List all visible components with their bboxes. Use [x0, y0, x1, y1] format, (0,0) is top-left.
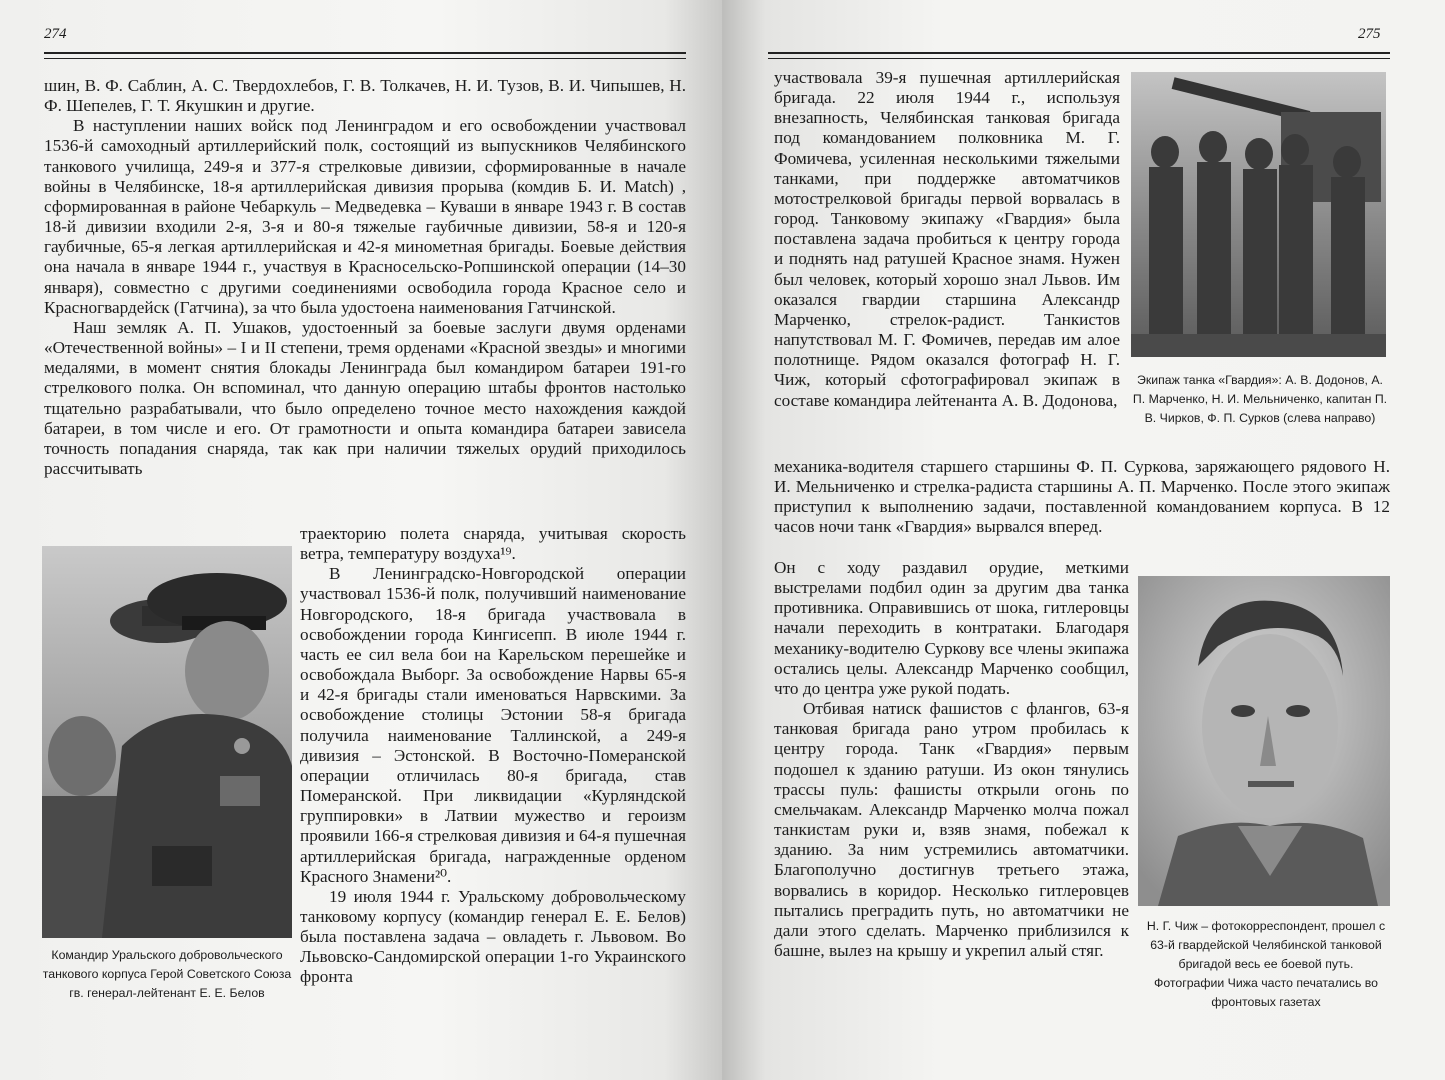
left-text-side: [300, 524, 686, 988]
paragraph: механика-водителя старшего старшины Ф. П. Суркова, заряжающего рядового Н. И. Мельниченко и стрелка-радиста старшины А. П. Марченко. После этого экипаж приступил к выполнению задачи, поставленной командованием корпуса. В 12 часов ночи танк «Гвардия» вырвался вперед.: [774, 457, 1390, 537]
paragraph: В наступлении наших войск под Ленинградом и его освобождении участвовал 1536-й самоходный артиллерийский полк, состоящий из выпускников Челябинского танкового училища, 249-я и 377-я стрелковые дивизии, сформированные в начале войны в Челябинске, 18-я артиллерийская дивизия прорыва (комдив Б. И. Match) , сформированная в районе Чебаркуль – Медведевка – Куваши в январе 1943 г. В состав 18-й дивизии входили 2-я, 3-я и 80-я тяжелые гаубичные дивизии, 58-я и 120-я гаубичные, 65-я легкая артиллерийская и 42-я минометная бригады. Боевые действия она начала в январе 1944 г., участвуя в Красносельско-Ропшинской операции (14–30 января), совместно с другими соединениями освободила города Красное село и Красногвардейск (Гатчина), за что была удостоена наименования Гатчинской.: [44, 116, 686, 317]
page-number-left: 274: [44, 26, 67, 42]
photo-tank-crew: [1131, 72, 1386, 357]
left-text-top: [44, 76, 686, 479]
paragraph: В Ленинградско-Новгородской операции участвовал 1536-й полк, получивший наименование Новгородского, 18-я бригада участвовала в освобождении города Кингисепп. В июле 1944 г. часть ее сил вела бои на Карельском перешейке и освобождала Выборг. За освобождение Нарвы 65-я и 42-я бригады стали именоваться Нарвскими. За освобождение столицы Эстонии 58-я бригада получила наименование Таллинской, а 249-я дивизия – Эстонской. В Восточно-Померанской операции отличилась 80-я бригада, став Померанской. При ликвидации «Курляндской группировки» в Латвии мужество и героизм проявили 166-я стрелковая дивизия и 64-я пушечная артиллерийская бригада, награжденные орденом Красного Знамени²⁰.: [300, 564, 686, 886]
page-number-right: 275: [1358, 26, 1381, 42]
right-text-bottom: [774, 558, 1129, 961]
left-page: [0, 0, 722, 1080]
paragraph: Отбивая натиск фашистов с флангов, 63-я танковая бригада рано утром пробилась к центру города. Танк «Гвардия» первым подошел к зданию ратуши. Из окон тянулись трассы пуль: фашисты открыли огонь по смельчакам. Александр Марченко молча пожал танкистам руки и, взяв знамя, побежал к зданию. За ним устремились автоматчики. Благополучно достигнув третьего этажа, ворвались в коридор. Несколько гитлеровцев пытались преградить путь, но автоматчики не дали этого сделать. Марченко приблизился к башне, вылез на крышу и укрепил алый стяг.: [774, 699, 1129, 960]
header-rule-thick: [44, 52, 686, 54]
photo-chizh-portrait: [1138, 576, 1390, 906]
paragraph: участвовала 39-я пушечная артиллерийская бригада. 22 июля 1944 г., используя внезапность, Челябинская танковая бригада под командованием полковника М. Г. Фомичева, усиленная несколькими тяжелыми танками, при поддержке автоматчиков мотострелковой бригады первой ворвалась в город. Танковому экипажу «Гвардия» была поставлена задача пробиться к центру города и поднять над ратушей Красное знамя. Нужен был человек, который хорошо знал Львов. Им оказался гвардии старшина Александр Марченко, стрелок-радист. Танкистов напутствовал М. Г. Фомичев, передав им алое полотнище. Рядом оказался фотограф Н. Г. Чиж, который сфотографировал экипаж в составе командира лейтенанта А. В. Додонова,: [774, 68, 1120, 410]
paragraph: Наш земляк А. П. Ушаков, удостоенный за боевые заслуги двумя орденами «Отечественной войны» – I и II степени, тремя орденами «Красной звезды» и многими медалями, в момент снятия блокады Ленинграда был командиром батареи 191-го стрелкового полка. Он вспоминал, что данную операцию штабы фронтов настолько тщательно разрабатывали, что было определено точное место нахождения каждой батареи, в том числе и его. От грамотности и опыта командира батареи зависела точность попадания снаряда, так как при наличии тяжелых орудий приходилось рассчитывать: [44, 317, 686, 478]
paragraph: шин, В. Ф. Саблин, А. С. Твердохлебов, Г. В. Толкачев, Н. И. Тузов, В. И. Чипышев, Н. Ф. Шепелев, Г. Т. Якушкин и другие.: [44, 76, 686, 116]
photo-general-belov: [42, 546, 292, 938]
header-rule-thin: [768, 58, 1390, 59]
paragraph: траекторию полета снаряда, учитывая скорость ветра, температуру воздуха¹⁹.: [300, 524, 686, 564]
paragraph: Он с ходу раздавил орудие, меткими выстрелами подбил один за другим два танка противника. Оправившись от шока, гитлеровцы начали переходить в контратаки. Благодаря механику-водителю Суркову все члены экипажа остались целы. Александр Марченко сообщил, что до центра уже рукой подать.: [774, 558, 1129, 698]
photo-caption-chizh: Н. Г. Чиж – фотокорреспондент, прошел с 63-й гвардейской Челябинской танковой бригадой весь ее боевой путь. Фотографии Чижа часто печатались во фронтовых газетах: [1146, 919, 1386, 1009]
right-page: [722, 0, 1445, 1080]
photo-caption-belov: Командир Уральского добровольческого танкового корпуса Герой Советского Союза гв. генерал-лейтенант Е. Е. Белов: [42, 948, 292, 1000]
right-text-top: [774, 68, 1120, 411]
header-rule-thin: [44, 58, 686, 59]
photo-caption-crew: Экипаж танка «Гвардия»: А. В. Додонов, А. П. Марченко, Н. И. Мельниченко, капитан П. В. Чирков, Ф. П. Сурков (слева направо): [1132, 373, 1388, 425]
header-rule-thick: [768, 52, 1390, 54]
right-text-full: [774, 457, 1390, 538]
paragraph: 19 июля 1944 г. Уральскому добровольческому танковому корпусу (командир генерал Е. Е. Белов) была поставлена задача – овладеть г. Львовом. Во Львовско-Сандомирской операции 1-го Украинского фронта: [300, 886, 686, 987]
